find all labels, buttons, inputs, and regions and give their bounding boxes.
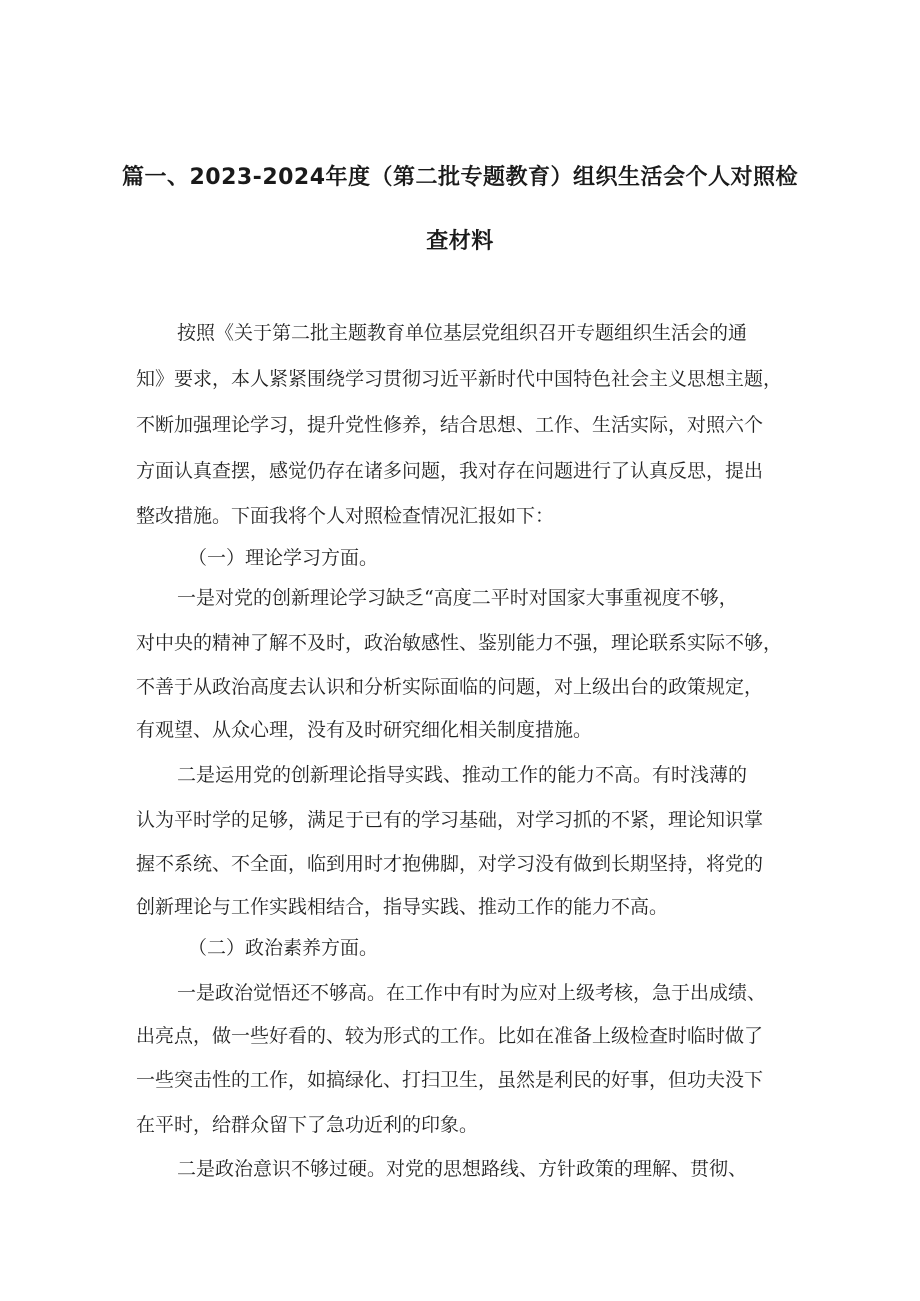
body-line: 创新理论与工作实践相结合，指导实践、推动工作的能力不高。 — [136, 896, 669, 918]
body-line: 握不系统、不全面，临到用时才抱佛脚，对学习没有做到长期坚持，将党的 — [136, 853, 764, 875]
body-line: 有观望、从众心理，没有及时研究细化相关制度措施。 — [136, 719, 593, 741]
body-line: 不断加强理论学习，提升党性修养，结合思想、工作、生活实际，对照六个 — [136, 414, 764, 436]
body-line: 认为平时学的足够，满足于已有的学习基础，对学习抓的不紧，理论知识掌 — [136, 809, 764, 831]
body-line: 一些突击性的工作，如搞绿化、打扫卫生，虽然是利民的好事，但功夫没下 — [136, 1069, 764, 1091]
body-line: 对中央的精神了解不及时，政治敏感性、鉴别能力不强，理论联系实际不够， — [136, 632, 783, 654]
body-line: 出亮点，做一些好看的、较为形式的工作。比如在准备上级检查时临时做了 — [136, 1025, 764, 1047]
section-heading: （一）理论学习方面。 — [188, 547, 379, 569]
body-line: 二是运用党的创新理论指导实践、推动工作的能力不高。有时浅薄的 — [177, 764, 748, 786]
document-title-line-2: 查材料 — [426, 229, 494, 254]
body-line: 知》要求，本人紧紧围绕学习贯彻习近平新时代中国特色社会主义思想主题， — [136, 368, 783, 390]
body-line: 按照《关于第二批主题教育单位基层党组织召开专题组织生活会的通 — [177, 322, 748, 344]
body-line: 不善于从政治高度去认识和分析实际面临的问题，对上级出台的政策规定， — [136, 676, 764, 698]
body-line: 二是政治意识不够过硬。对党的思想路线、方针政策的理解、贯彻、 — [177, 1158, 748, 1180]
body-line: 整改措施。下面我将个人对照检查情况汇报如下： — [136, 505, 555, 527]
body-line: 一是政治觉悟还不够高。在工作中有时为应对上级考核，急于出成绩、 — [177, 982, 767, 1004]
body-line: 一是对党的创新理论学习缺乏“高度二平时对国家大事重视度不够， — [177, 587, 738, 609]
body-line: 方面认真查摆，感觉仍存在诸多问题，我对存在问题进行了认真反思，提出 — [136, 460, 764, 482]
body-line: 在平时，给群众留下了急功近利的印象。 — [136, 1114, 479, 1136]
document-title-line-1: 篇一、2023-2024年度（第二批专题教育）组织生活会个人对照检 — [121, 165, 799, 190]
section-heading: （二）政治素养方面。 — [188, 937, 379, 959]
